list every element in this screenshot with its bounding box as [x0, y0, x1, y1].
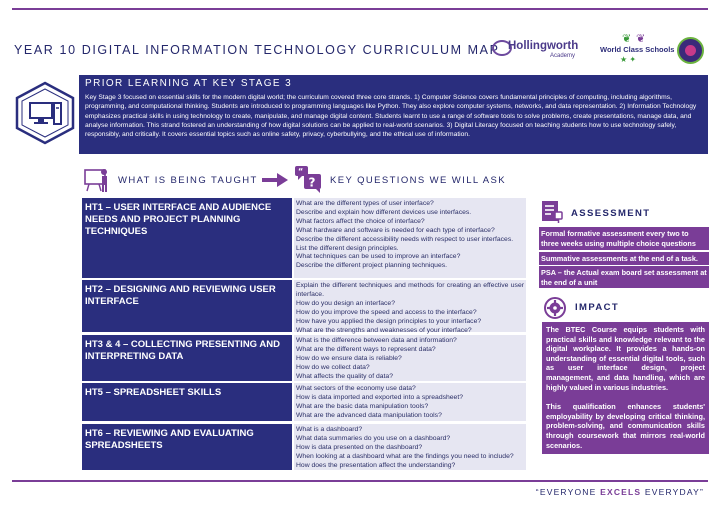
- topic-title-ht2: HT2 – DESIGNING AND REVIEWING USER INTERFACE: [82, 280, 292, 332]
- arrow-right-icon: [262, 173, 288, 187]
- taught-label: WHAT IS BEING TAUGHT: [118, 175, 258, 186]
- computer-hexagon-icon: [13, 81, 77, 145]
- bottom-divider: [12, 480, 708, 482]
- svg-text:?: ?: [308, 175, 316, 190]
- question-item: How do we ensure data is reliable?: [296, 354, 402, 362]
- page-title: YEAR 10 DIGITAL INFORMATION TECHNOLOGY CURRICULUM MAP: [14, 43, 500, 57]
- question-chat-icon: [294, 165, 322, 193]
- question-item: Explain the different techniques and methods for creating an effective user interface.: [296, 282, 524, 298]
- topic-questions-ht1: [294, 198, 526, 278]
- impact-paragraph: This qualification enhances students' employability by developing critical thinking, problem-solving, and communication skills through coursework that mirrors real-world scenarios.: [546, 402, 705, 450]
- question-item: Describe the different project planning techniques.: [296, 262, 448, 270]
- question-item: What techniques can be used to improve an interface?: [296, 253, 461, 261]
- question-item: How is data presented on the dashboard?: [296, 443, 423, 451]
- topic-questions-ht3-4: [294, 335, 526, 381]
- question-item: What are the basic data manipulation tools?: [296, 402, 429, 410]
- topic-title-ht5: HT5 – SPREADSHEET SKILLS: [82, 383, 292, 421]
- question-item: Describe the different accessibility needs with respect to user interfaces.: [296, 235, 514, 243]
- impact-panel: [542, 322, 709, 454]
- teacher-icon: [84, 167, 112, 193]
- topic-questions-ht5: [294, 383, 526, 421]
- topic-questions-ht6: [294, 424, 526, 470]
- hollingworth-logo-name: Hollingworth: [508, 40, 579, 52]
- question-item: What affects the quality of data?: [296, 372, 393, 380]
- school-motto: [536, 487, 704, 497]
- assessment-label: ASSESSMENT: [571, 208, 651, 219]
- key-questions-label: KEY QUESTIONS WE WILL ASK: [330, 175, 506, 186]
- question-item: Describe and explain how different devices use interfaces.: [296, 208, 472, 216]
- question-item: What is the difference between data and information?: [296, 337, 457, 344]
- question-item: How have you applied the design principles to your interface?: [296, 317, 482, 325]
- hollingworth-logo: [492, 38, 596, 62]
- topic-title-ht6: HT6 – REVIEWING AND EVALUATING SPREADSHEETS: [82, 424, 292, 470]
- topic-questions-ht2: [294, 280, 526, 332]
- stars-icon: ★ ✦: [620, 55, 637, 64]
- question-item: When looking at a dashboard what are the findings you need to include?: [296, 452, 514, 460]
- topic-title-ht3-4: HT3 & 4 – COLLECTING PRESENTING AND INTERPRETING DATA: [82, 335, 292, 381]
- prior-learning-panel: [79, 75, 708, 154]
- assessment-item: Summative assessments at the end of a task.: [539, 252, 709, 265]
- question-item: What are the different ways to represent data?: [296, 345, 436, 353]
- motto-emphasis: EXCELS: [600, 487, 642, 497]
- world-class-schools-name: World Class Schools: [600, 45, 675, 54]
- hollingworth-logo-sub: Academy: [550, 53, 576, 59]
- question-item: How do we collect data?: [296, 363, 370, 371]
- question-item: What factors affect the choice of interface?: [296, 217, 425, 225]
- impact-gear-icon: [543, 296, 567, 320]
- leaf-icon: ❦: [622, 33, 632, 45]
- question-item: What data summaries do you use on a dashboard?: [296, 434, 451, 442]
- prior-learning-heading: PRIOR LEARNING AT KEY STAGE 3: [85, 78, 293, 89]
- question-item: How do you improve the speed and access to the interface?: [296, 308, 477, 316]
- svg-text:“: “: [298, 167, 304, 176]
- question-item: What are the advanced data manipulation tools?: [296, 411, 442, 419]
- motto-open: “EVERYONE: [535, 487, 601, 497]
- assessment-item: Formal formative assessment every two to three weeks using multiple choice questions: [539, 227, 709, 250]
- trust-badge-logo: [677, 37, 704, 64]
- question-item: What sectors of the economy use data?: [296, 385, 416, 392]
- impact-label: IMPACT: [575, 302, 620, 313]
- world-class-schools-logo: [600, 32, 675, 68]
- question-item: How does the presentation affect the understanding?: [296, 461, 456, 469]
- question-item: List the different design principles.: [296, 244, 399, 252]
- question-item: How do you design an interface?: [296, 299, 395, 307]
- assessment-item: PSA – the Actual exam board set assessment at the end of a unit: [539, 266, 709, 288]
- question-item: What are the strengths and weaknesses of your interface?: [296, 326, 472, 334]
- topic-title-ht1: HT1 – USER INTERFACE AND AUDIENCE NEEDS AND PROJECT PLANNING TECHNIQUES: [82, 198, 292, 278]
- motto-close: EVERYDAY”: [641, 487, 704, 497]
- top-divider: [12, 8, 708, 10]
- question-item: What are the different types of user interface?: [296, 200, 434, 207]
- prior-learning-text: Key Stage 3 focused on essential skills for the modern digital world; the curriculum covered three core strands. 1) Computer Science covers fundamental principles of computing, including algorithms, programming, and computational thinking. Students are introduced to programming languages like Python. They also explore computer systems, networks, and data representation. 2) Information Technology emphasizes practical skills in using technology to create, manipulate, and manage digital content. Students learnt to use a range of software tools to solve problems, create presentations, manage data, and analyse information. This strand fostered an understanding of how digital solutions can be applied to real-world scenarios. 3) Digital Literacy focused on teaching students how to use technology safely, responsibly, and critically. It covers essential topics such as online safety, privacy, cyberbullying, and the ethical use of information.: [85, 94, 697, 139]
- leaf-icon: ❦: [636, 33, 646, 45]
- question-item: How is data imported and exported into a spreadsheet?: [296, 393, 464, 401]
- question-item: What hardware and software is needed for each type of interface?: [296, 226, 495, 234]
- question-item: What is a dashboard?: [296, 426, 363, 433]
- impact-paragraph: The BTEC Course equips students with practical skills and knowledge relevant to the digital workplace. It provides a hands-on understanding of essential digital tools, such as user interface design, project management, and data handling, which are highly valued in various industries.: [546, 325, 705, 392]
- assessment-document-icon: [540, 200, 564, 224]
